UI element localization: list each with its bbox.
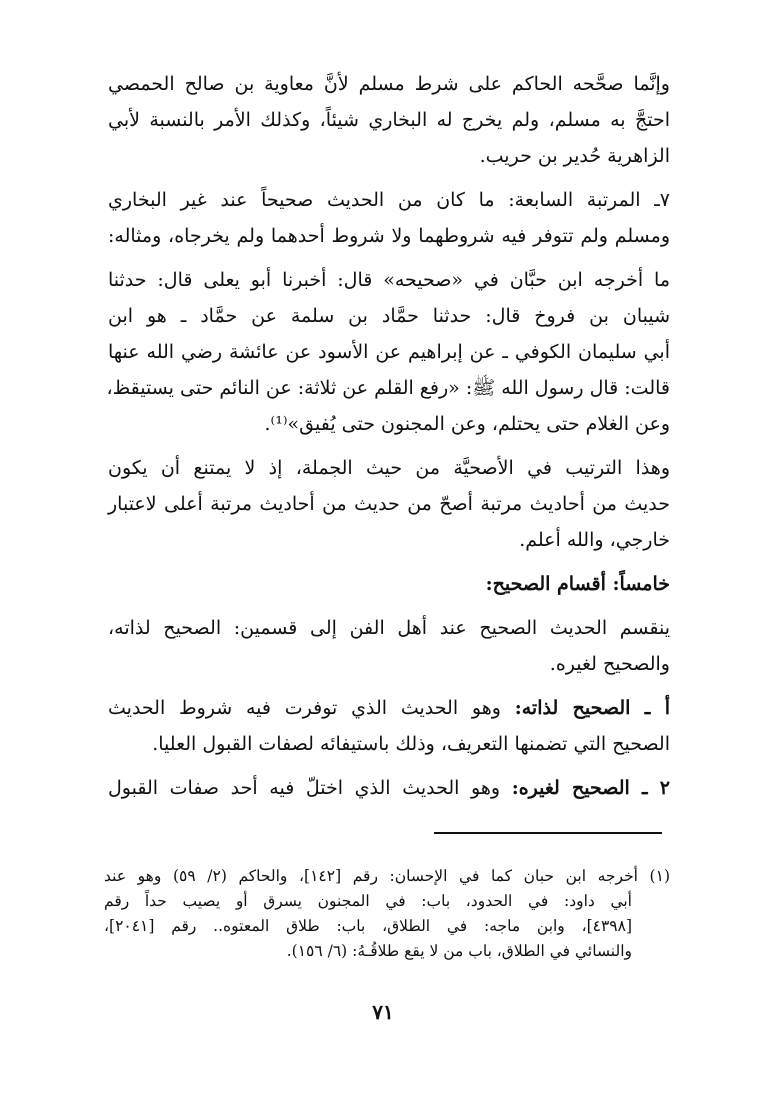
footnote-line: [٤٣٩٨]، وابن ماجه: في الطلاق، باب: طلاق المعتوه.. رقم [٢٠٤١]،: [104, 917, 632, 935]
footnote-divider: [434, 832, 662, 834]
text-line: [108, 770, 670, 806]
text-line: قالت: قال رسول الله ﷺ: «رفع القلم عن ثلاثة: عن النائم حتى يستيقظ،: [106, 377, 670, 399]
text-line: وهذا الترتيب في الأصحيَّة من حيث الجملة، إذ لا يمتنع أن يكون: [108, 457, 670, 479]
text-line: والصحيح لغيره.: [549, 653, 670, 675]
footnote: [104, 864, 670, 964]
footnote-line: (١) أخرجه ابن حبان كما في الإحسان: رقم [١٤٢]، والحاكم (٢/ ٥٩) وهو عند: [104, 867, 670, 885]
text-line: احتجَّ به مسلم، ولم يخرج له البخاري شيئاً، وكذلك الأمر بالنسبة لأبي: [108, 109, 670, 131]
paragraph-2: [108, 182, 670, 254]
paragraph-5: [108, 610, 670, 682]
text-line: ٧ـ المرتبة السابعة: ما كان من الحديث صحيحاً عند غير البخاري: [108, 189, 670, 211]
definition-text: وهو الحديث الذي اختلّ فيه أحد صفات القبول: [108, 777, 501, 799]
page-number: ٧١: [372, 1000, 394, 1024]
paragraph-4: [108, 450, 670, 558]
text-line: ينقسم الحديث الصحيح عند أهل الفن إلى قسمين: الصحيح لذاته،: [108, 617, 670, 639]
paragraph-3: [108, 262, 670, 442]
text-line: الزاهرية حُدير بن حريب.: [479, 145, 670, 167]
text-line: وعن الغلام حتى يحتلم، وعن المجنون حتى يُفيق»⁽¹⁾.: [264, 413, 670, 435]
text-line: الصحيح التي تضمنها التعريف، وذلك باستيفائه لصفات القبول العليا.: [152, 733, 670, 755]
text-line: خارجي، والله أعلم.: [519, 529, 670, 551]
text-line: وإنَّما صحَّحه الحاكم على شرط مسلم لأنَّ معاوية بن صالح الحمصي: [108, 73, 670, 95]
definition-term: أ ـ الصحيح لذاته:: [514, 697, 670, 719]
definition-term: ٢ ـ الصحيح لغيره:: [511, 777, 671, 799]
section-heading: خامساً: أقسام الصحيح:: [485, 573, 670, 595]
paragraph-1: [108, 66, 670, 174]
text-line: [108, 690, 670, 726]
definition-item-2: [108, 770, 670, 806]
footnote-line: والنسائي في الطلاق، باب من لا يقع طلاقُـهُ: (٦/ ١٥٦).: [286, 942, 632, 960]
footnote-line: أبي داود: في الحدود، باب: في المجنون يسرق أو يصيب حداً رقم: [104, 892, 632, 910]
page-body: [108, 66, 670, 814]
definition-text: وهو الحديث الذي توفرت فيه شروط الحديث: [108, 697, 501, 719]
text-line: ومسلم ولم تتوفر فيه شروطهما ولا شروط أحدهما ولم يخرجاه، ومثاله:: [108, 225, 670, 247]
text-line: ما أخرجه ابن حبَّان في «صحيحه» قال: أخبرنا أبو يعلى قال: حدثنا: [108, 269, 670, 291]
definition-item-1: [108, 690, 670, 762]
text-line: شيبان بن فروخ قال: حدثنا حمَّاد بن سلمة عن حمَّاد ـ هو ابن: [108, 305, 670, 327]
text-line: حديث من أحاديث مرتبة أصحّ من حديث من أحاديث مرتبة أعلى لاعتبار: [108, 493, 670, 515]
text-line: أبي سليمان الكوفي ـ عن إبراهيم عن الأسود عن عائشة رضي الله عنها: [108, 341, 670, 363]
